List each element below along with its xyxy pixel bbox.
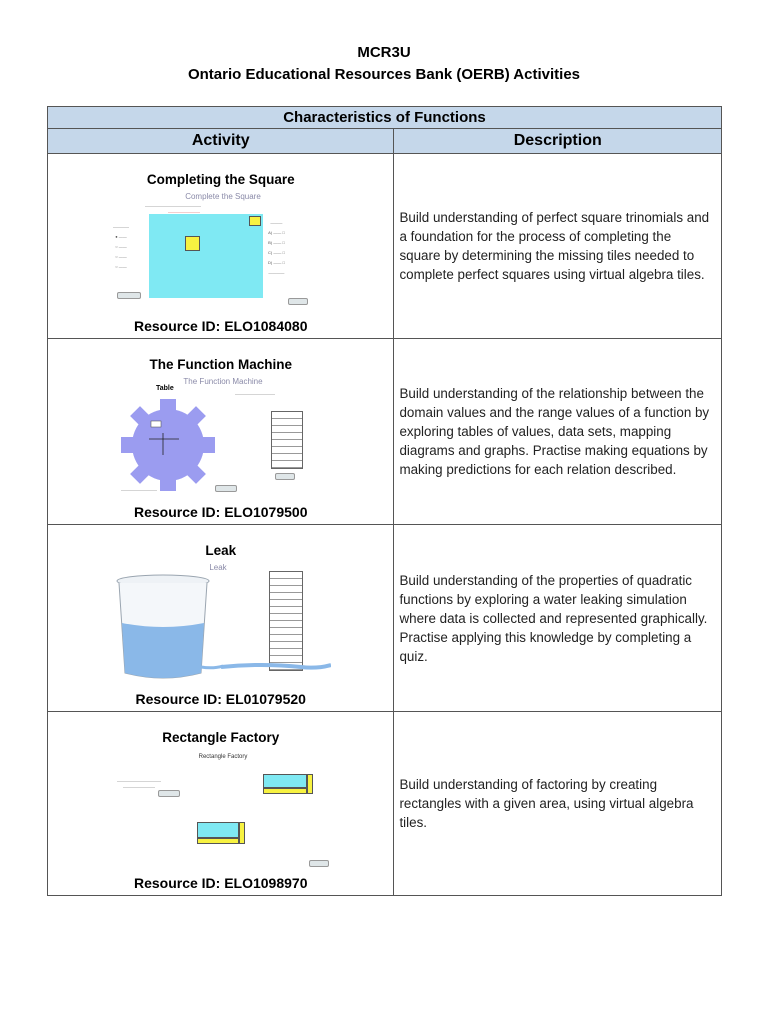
table-row [48,154,722,339]
description-cell: Build understanding of the relationship between the domain values and the range values of a function by exploring tables of values, data sets, mapping diagrams and graphs. Practise making equations by making predictions for each relation described. [394,339,722,525]
options-list-graphic: ———— ● —— ○ —— ○ —— ○ —— [113,224,129,269]
mini-button-graphic [309,860,329,867]
description-cell: Build understanding of perfect square trinomials and a foundation for the process of completing the square by determining the missing tiles needed to complete perfect squares using virtual algebra tiles. [394,154,722,339]
prompt-text-graphic: —————————— [235,391,275,396]
instruction-text-graphic: —————————————— [145,203,201,208]
description-cell: Build understanding of the properties of quadratic functions by exploring a water leaking simulation where data is collected and represented graphically. Practise applying this knowledge by completing a quiz. [394,525,722,712]
activity-screenshot [113,377,333,495]
table-title: Characteristics of Functions [48,107,722,129]
course-code: MCR3U [357,44,411,61]
values-table-graphic [271,411,303,469]
mini-button-graphic [275,473,295,480]
table-row [48,525,722,712]
activity-cell [48,525,394,712]
column-header-activity: Activity [48,129,394,154]
activity-cell [48,154,394,339]
table-row [48,339,722,525]
mini-button-graphic [117,292,141,299]
activity-screenshot [113,752,333,870]
yellow-tile [185,236,200,251]
data-table-graphic [269,571,303,671]
activity-screenshot [113,192,333,308]
screenshot-title: Complete the Square [185,192,261,201]
footer-text-graphic: ————————— [121,487,157,492]
resource-id: Resource ID: ELO1084080 [133,318,308,334]
tile-rectangle-small [197,822,247,846]
hint-text-graphic: ———————— [168,209,200,214]
activity-title: Rectangle Factory [162,730,280,745]
tile-rectangle-large [263,774,315,796]
resource-id: Resource ID: ELO1098970 [133,875,308,891]
screenshot-title: Rectangle Factory [198,754,248,760]
description-cell: Build understanding of factoring by creating rectangles with a given area, using virtual algebra tiles. [394,712,722,896]
mini-button-graphic [288,298,308,305]
gear-icon [113,395,223,495]
activity-cell [48,339,394,525]
instruction-text-graphic: ——————————— ———————— [117,778,161,789]
mini-button-graphic [215,485,237,492]
activities-table [47,106,722,896]
screenshot-label: Table [156,385,174,392]
activity-title: Completing the Square [146,172,295,187]
activity-title: The Function Machine [149,357,292,372]
resource-id: Resource ID: EL01079520 [135,691,306,707]
activity-screenshot [113,563,333,683]
results-list-graphic: ——— A) —— □ B) —— □ C) —— □ D) —— □ ———— [268,220,285,275]
small-tile [249,216,261,226]
activity-cell [48,712,394,896]
mini-button-graphic [158,790,180,797]
document-subtitle: Ontario Educational Resources Bank (OERB) Activities [187,66,581,83]
resource-id: Resource ID: ELO1079500 [133,504,308,520]
screenshot-title: Leak [209,563,227,572]
screenshot-title: The Function Machine [183,377,263,386]
column-header-description: Description [394,129,722,154]
beaker-icon [113,571,223,683]
activity-title: Leak [205,543,237,558]
tile-workspace [149,214,263,298]
table-row [48,712,722,896]
water-stream-graphic [221,659,331,679]
